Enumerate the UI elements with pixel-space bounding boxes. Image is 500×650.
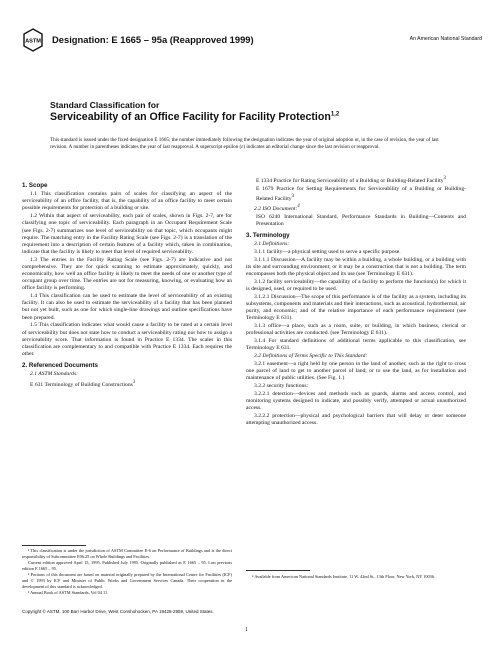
page-number: 1 [245, 627, 248, 633]
footnote-4: ⁴ Available from American National Standards Institute, 11 W. 42nd St., 13th Floor, New York, NY 10036. [252, 574, 436, 579]
paragraph-1-2: 1.2 Within that aspect of serviceability, each pair of scales, shown in Figs. 2-7, are for classifying one topic of serviceability. Each paragraph in an Occupant Requirement Scale (see Figs. 2-7) summarizes one level of serviceability on that topic, which occupants might require. The matching entry in the Facility Rating Scale (see Figs. 2-7) is a translation of the requirement into a description of certain features of a facility which, taken in combination, indicate that the facility is likely to meet that level of required serviceability. [22, 213, 232, 255]
paragraph-3-1: 3.1 Definitions: [254, 241, 290, 248]
paragraph-3-1-2: 3.1.2 facility serviceability—the capability of a facility to perform the function(s) for which it is designed, used, or required to be used. [246, 279, 466, 293]
paragraph-3-1-1: 3.1.1 facility—a physical setting used to serve a specific purpose. [254, 249, 401, 256]
paragraph-3-1-4: 3.1.4 For standard definitions of additional terms applicable to this classification, see Terminology E 631. [246, 338, 466, 352]
paragraph-1-3: 1.3 The entries in the Facility Rating Scale (see Figs. 2-7) are indicative and not comprehensive. They are for quick scanning to estimate approximately, quickly, and economically, how well an office facility is likely to meet the needs of one or another type of occupant group over time. The entries are not for measuring, knowing, or evaluating how an office facility is performing. [22, 256, 232, 292]
title-footnote-ref: 1,2 [330, 111, 340, 118]
section-heading-terminology: 3. Terminology [246, 232, 290, 240]
footnotes-left [22, 548, 232, 597]
reference-e1679-sup: 3 [291, 193, 294, 199]
paragraph-3-2-1: 3.2.1 easement—a right held by one person in the land of another, such as the right to cross one parcel of land to get to another parcel of land; or to use the land, as for installation and maintenance of public utilities. (See Fig. 1.) [246, 360, 466, 382]
issued-note: This standard is issued under the fixed designation E 1665; the number immediately following the designation indicates the year of original adoption or, in the case of revision, the year of last revision. A number in parentheses indicates the year of last reapproval. A superscript epsilon (ε) indicates an editorial change since the last revision or reapproval. [50, 137, 439, 150]
left-column [22, 178, 232, 390]
copyright-line: Copyright © ASTM, 100 Barr Harbor Drive, West Conshohocken, PA 19428-2959, United States. [22, 609, 214, 614]
document-header [22, 28, 482, 56]
paragraph-1-1: 1.1 This classification contains pairs of scales for classifying an aspect of the serviceability of an office facility, that is, the capability of an office facility to meet certain possible requirements for protection of a building or site. [22, 191, 232, 212]
footnote-1: ¹ This classification is under the jurisdiction of ASTM Committee E-6 on Performance of Buildings and is the direct responsibility of Subcommittee E06.25 on Whole Buildings and Facilities. [22, 548, 232, 559]
section-heading-referenced-documents: 2. Referenced Documents [22, 362, 98, 370]
astm-logo [22, 28, 44, 52]
right-column [246, 175, 466, 427]
paragraph-1-4: 1.4 This classification can be used to estimate the level of serviceability of an existing facility. It can also be used to estimate the serviceability of a facility that has been planned but not yet built, such as one for which single-line drawings and outline specifications have been prepared. [22, 293, 232, 321]
reference-e1334-text: E 1334 Practice for Rating Serviceability of a Building or Building-Related Facility [256, 177, 444, 184]
paragraph-3-2-2-2: 3.2.2.2 protection—physical and psychological barriers that will delay or deter someone attempting unauthorized access. [246, 412, 466, 426]
reference-e1679 [246, 186, 466, 203]
paragraph-3-1-1-1: 3.1.1.1 Discussion—A facility may be within a building, a whole building, or a building with its site and surrounding environment; or it may be a construction that is not a building. The term encompasses both the physical object and its use (see Terminology E 631). [246, 256, 466, 278]
title-line-2: Serviceability of an Office Facility for Facility Protection [50, 111, 331, 123]
reference-e1334 [246, 175, 466, 185]
footnote-divider-left [22, 545, 86, 546]
footnote-3: ³ Annual Book of ASTM Standards, Vol 04.11. [28, 590, 109, 596]
paragraph-2-2-sup: 4 [297, 204, 300, 210]
paragraph-2-1: 2.1 ASTM Standards: [30, 371, 79, 378]
footnotes-right [246, 574, 466, 581]
standard-label: An American National Standard [409, 36, 482, 42]
title-line-1: Standard Classification for [50, 100, 160, 110]
paragraph-3-1-2-1: 3.1.2.1 Discussion—The scope of this performance is of the facility as a system, including its subsystems, components and materials and their interactions, such as acoustical, hydrothermal, air purity, and economic; and of the relative importance of each performance requirement (see Terminology E 631). [246, 293, 466, 322]
reference-e631-sup: 3 [132, 380, 136, 386]
reference-e631-text: E 631 Terminology of Building Constructions [30, 381, 133, 388]
section-heading-scope: 1. Scope [22, 182, 48, 189]
document-title [50, 111, 339, 123]
paragraph-3-2: 3.2 Definitions of Terms Specific to This Standard: [254, 352, 368, 359]
reference-iso-6240: ISO 6240 International Standard, Performance Standards in Building—Contents and Presentation [256, 213, 466, 228]
paragraph-2-2 [246, 203, 466, 213]
footnote-1b: Current edition approved April 15, 1995. Published July 1995. Originally published as E 1665 – 95. Last previous edition E 1665 – 95. [22, 560, 232, 571]
paragraph-1-5: 1.5 This classification indicates what would cause a facility to be rated at a certain level of serviceability but does not state how to conduct a serviceability rating nor how to assign a serviceability score. That information is found in Practice E 1334. The scales in this classification are complementary to and compatible with Practice E 1334. Each requires the other. [22, 322, 232, 357]
reference-e631 [22, 379, 232, 389]
reference-e1679-text: E 1679 Practice for Setting Requirements for Serviceability of a Building or Building-Related Facility [256, 185, 466, 202]
logo-lettering: ASTM [25, 38, 41, 45]
footnote-2: ² Portions of this document are based on material originally prepared by the International Centre for Facilities (ICF) and © 1993 by ICF and Minister of Public Works and Government Services Canada. Their cooperation in the development of this standard is acknowledged. [22, 572, 232, 589]
paragraph-3-2-2-1: 3.2.2.1 detection—devices and methods such as guards, alarms and access control, and monitoring systems designed to indicate, and possibly verify, attempted or actual unauthorized access. [246, 390, 466, 411]
reference-e1334-sup: 3 [443, 176, 446, 181]
designation: Designation: E 1665 – 95a (Reapproved 1999) [52, 34, 254, 45]
paragraph-3-2-2: 3.2.2 security functions: [254, 382, 309, 389]
paragraph-2-2-text: 2.2 ISO Document: [254, 206, 298, 213]
footnote-divider-right [246, 570, 310, 571]
paragraph-3-1-3: 3.1.3 office—a place, such as a room, suite, or building, in which business, clerical or professional activities are conducted. (see Terminology E 631). [246, 323, 466, 337]
